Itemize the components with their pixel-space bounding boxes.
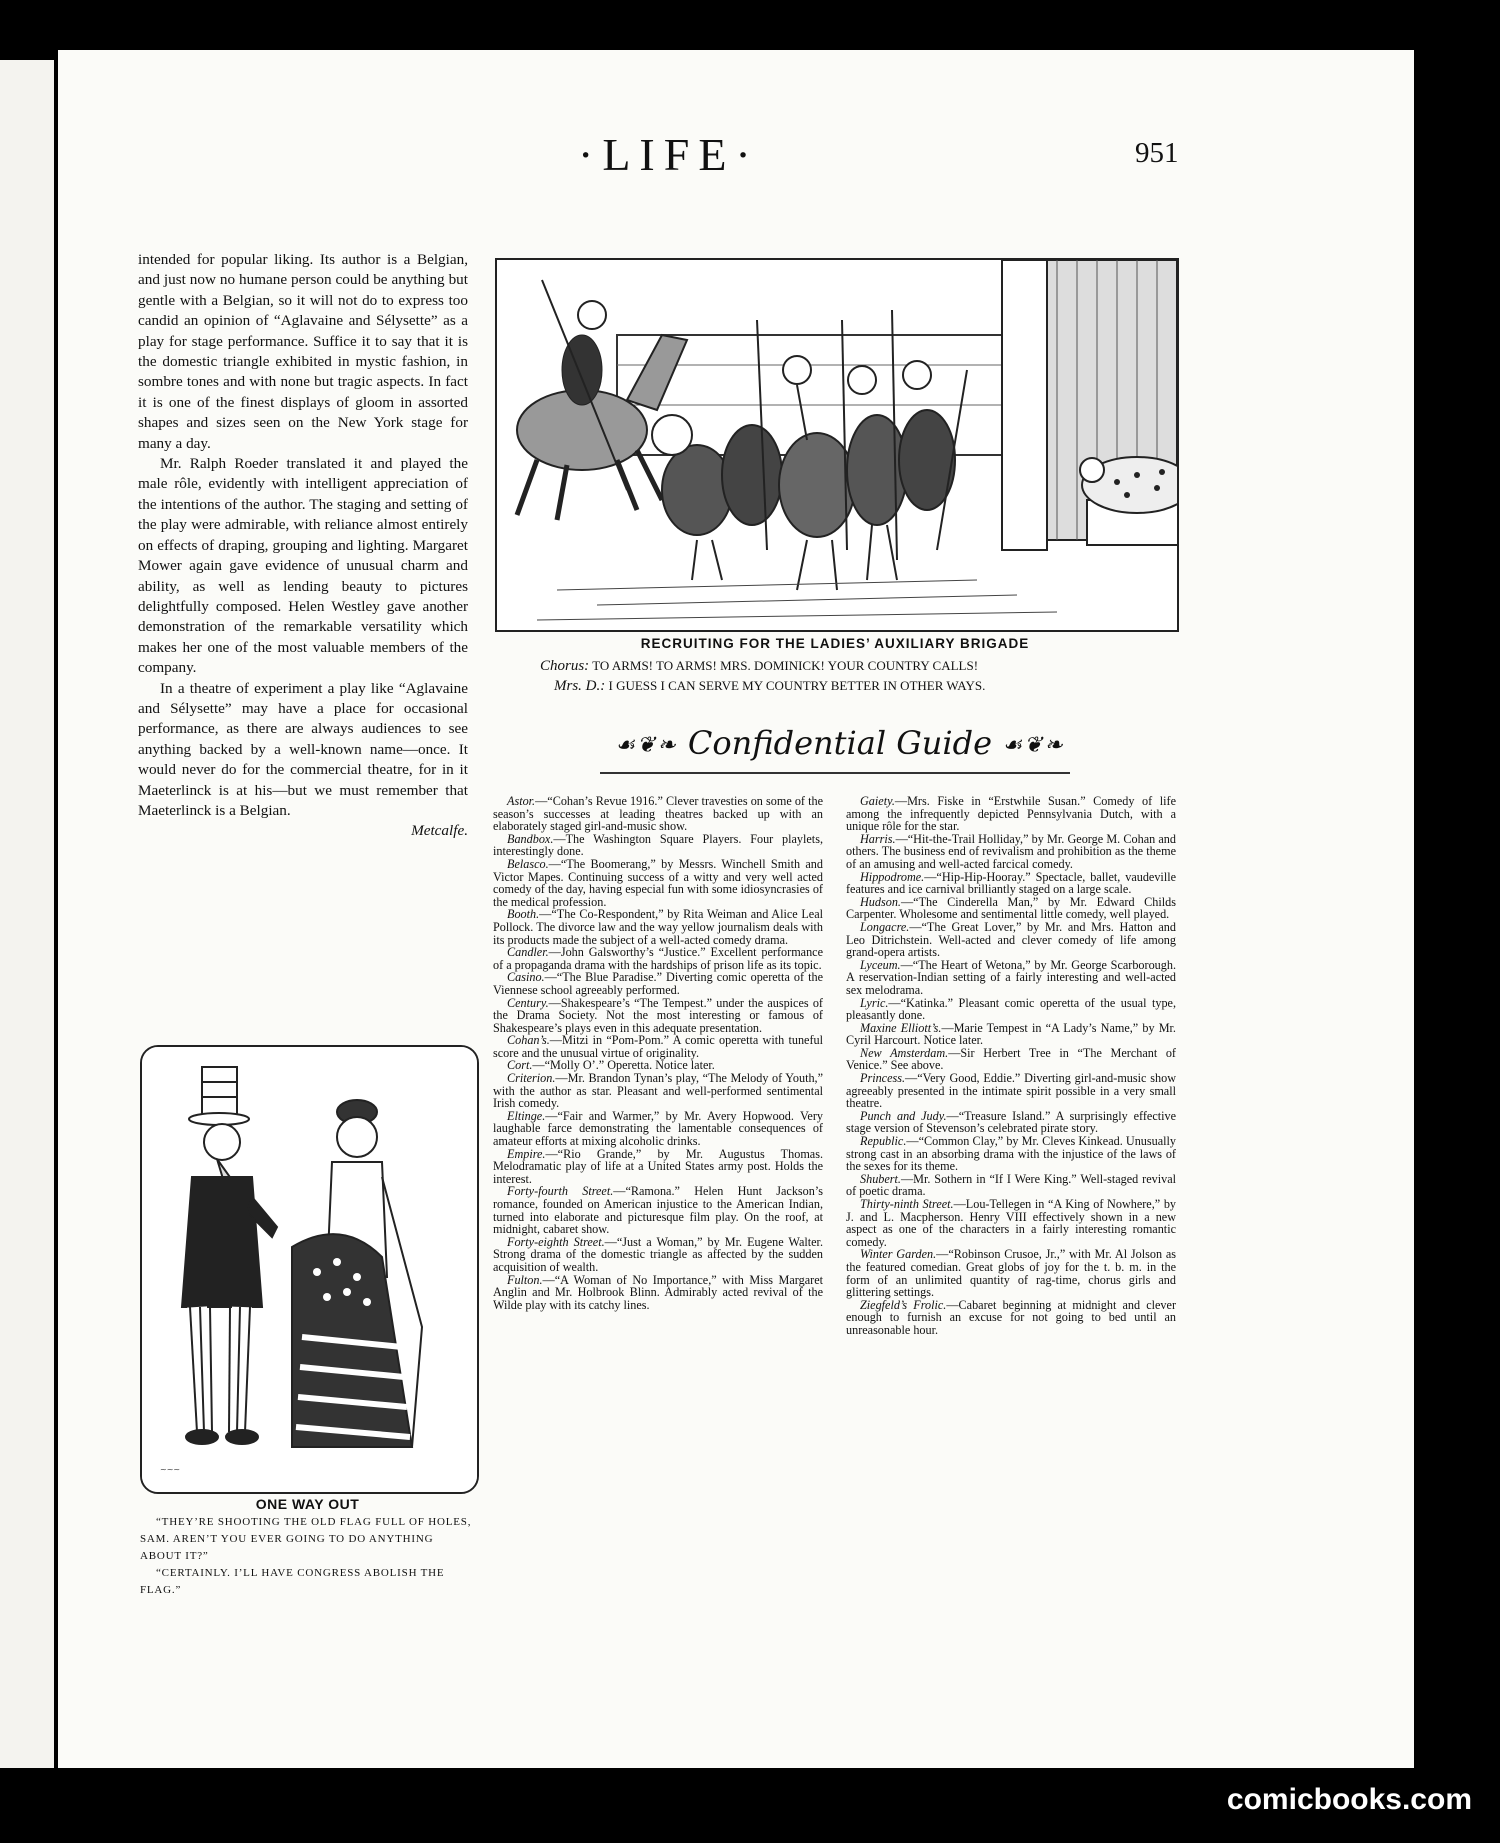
review-paragraph: Mr. Ralph Roeder translated it and played the male rôle, evidently with intelligent appreciation of the intentions of the author. The staging and setting of the play were admirable, with reliance almost entirely on effects of draping, grouping and lighting. Margaret Mower again gave evidence of unusual charm and ability, as well as lending beauty to pictures delightfully composed. Helen Westley gave another demonstration of the remarkable versatility which makes her one of the most valuable members of the company. [138, 455, 468, 677]
guide-entry [846, 896, 1176, 921]
guide-entry [493, 997, 823, 1035]
guide-entry [493, 946, 823, 971]
guide-entry-text: —“The Blue Paradise.” Diverting comic operetta of the Viennese school agreeably performed. [493, 970, 823, 997]
theatre-name: Longacre. [860, 919, 910, 934]
guide-entry [493, 908, 823, 946]
guide-entry [493, 1034, 823, 1059]
recruiting-dialogue [540, 656, 1180, 696]
guide-entry-text: —“The Heart of Wetona,” by Mr. George Scarborough. A reservation-Indian setting of a fairly interesting and well-acted sex melodrama. [846, 957, 1176, 997]
theatre-name: Gaiety. [860, 794, 895, 808]
theatre-name: Lyric. [860, 995, 889, 1010]
theatre-name: Belasco. [507, 856, 549, 871]
review-column [138, 250, 468, 842]
guide-entry [846, 1198, 1176, 1248]
guide-entry-text: —Mitzi in “Pom-Pom.” A comic operetta with tuneful score and the unusual virtue of originality. [493, 1033, 823, 1060]
theatre-name: New Amsterdam. [860, 1045, 949, 1060]
one-way-out-caption: ONE WAY OUT [255, 1496, 360, 1512]
guide-entry-text: —“The Co-Respondent,” by Rita Weiman and Alice Leal Pollock. The divorce law and the way yellow journalism deals with its products made the subject of a well-acted comedy drama. [493, 907, 823, 947]
theatre-name: Hudson. [860, 894, 901, 909]
guide-entry [493, 1110, 823, 1148]
chorus-line: TO ARMS! TO ARMS! MRS. DOMINICK! YOUR COUNTRY CALLS! [592, 658, 979, 673]
guide-entry [846, 959, 1176, 997]
one-way-out-dialogue [140, 1514, 475, 1599]
guide-entry-text: —“Katinka.” Pleasant comic operetta of the usual type, pleasantly done. [846, 995, 1176, 1023]
chorus-speaker: Chorus: [540, 658, 590, 674]
guide-entry [846, 871, 1176, 896]
magazine-title: ·LIFE· [578, 129, 760, 180]
dancing-figures-ornament-right: ☙❦❧ [1002, 733, 1065, 758]
theatre-name: Cohan’s. [507, 1033, 550, 1048]
guide-entry [846, 1299, 1176, 1337]
theatre-name: Ziegfeld’s Frolic. [860, 1297, 947, 1312]
guide-entry-text: —“Robinson Crusoe, Jr.,” with Mr. Al Jolson as the featured comedian. Great globs of joy for the t. b. m. in the form of an unlimited quantity of rag-time, chorus girls and glittering settings. [846, 1247, 1176, 1300]
theatre-name: Winter Garden. [860, 1247, 937, 1262]
artist-signature-mark: ~~~ [160, 1465, 181, 1474]
theatre-name: Booth. [507, 907, 540, 922]
guide-entry-text: —Mrs. Fiske in “Erstwhile Susan.” Comedy of life among the infrequently depicted Pennsylvania Dutch, with a unique rôle for the star. [846, 794, 1176, 834]
guide-entry-text: —Sir Herbert Tree in “The Merchant of Venice.” See above. [846, 1045, 1176, 1073]
guide-entry-text: —“The Great Lover,” by Mr. and Mrs. Hatton and Leo Ditrichstein. Well-acted and clever comedy of life among grand-opera artists. [846, 919, 1176, 960]
guide-entry [846, 1173, 1176, 1198]
guide-entry-text: —“Treasure Island.” A surprisingly effective stage version of Stevenson’s celebrated pirate story. [846, 1108, 1177, 1136]
guide-entry-text: —Marie Tempest in “A Lady’s Name,” by Mr. Cyril Harcourt. Notice later. [846, 1020, 1176, 1048]
guide-entry [846, 1110, 1176, 1135]
theatre-name: Criterion. [507, 1071, 556, 1086]
guide-entry-text: —“Fair and Warmer,” by Mr. Avery Hopwood. Very laughable farce demonstrating the lamentable consequences of amateur efforts at mixing alcoholic drinks. [493, 1108, 823, 1149]
guide-entry-text: —“Molly O’.” Operetta. Notice later. [532, 1058, 715, 1073]
guide-entry [846, 795, 1176, 833]
guide-entry [493, 971, 823, 996]
guide-entry-text: —Mr. Brandon Tynan’s play, “The Melody of Youth,” with the author as star. Pleasant and well-performed sentimental Irish comedy. [493, 1071, 823, 1111]
recruiting-cartoon-illustration [495, 258, 1179, 632]
guide-column-right [846, 795, 1176, 1337]
mrs-d-speaker: Mrs. D.: [554, 678, 606, 694]
guide-entry [846, 1248, 1176, 1298]
guide-entry [493, 1148, 823, 1186]
guide-column-left [493, 795, 823, 1311]
theatre-name: Thirty-ninth Street. [860, 1197, 954, 1211]
guide-entry-text: —Shakespeare’s “The Tempest.” under the auspices of the Drama Society. Not the most interesting or famous of Shakespeare’s plays even in this adequate presentation. [493, 995, 823, 1035]
one-way-out-cartoon-drawing [142, 1047, 477, 1492]
theatre-name: Century. [507, 995, 549, 1010]
guide-entry [846, 1072, 1176, 1110]
dialogue-line: “CERTAINLY. I’LL HAVE CONGRESS ABOLISH THE FLAG.” [140, 1567, 445, 1596]
site-watermark: comicbooks.com [1226, 1783, 1472, 1816]
guide-entry [493, 1185, 823, 1235]
guide-entry [846, 1047, 1176, 1072]
theatre-name: Casino. [507, 970, 545, 985]
theatre-name: Lyceum. [860, 957, 901, 972]
page-number: 951 [1135, 137, 1179, 169]
guide-entry-text: —“Ramona.” Helen Hunt Jackson’s romance, founded on American injustice to the American Indian, turned into elaborate and picturesque film play. On the roof, at midnight, cabaret show. [493, 1184, 823, 1237]
guide-entry [493, 1236, 823, 1274]
one-way-out-cartoon-illustration [140, 1045, 479, 1494]
theatre-name: Fulton. [507, 1272, 543, 1287]
theatre-name: Princess. [860, 1071, 906, 1086]
guide-entry-text: —Lou-Tellegen in “A King of Nowhere,” by J. and L. Macpherson. Henry VIII effectively shown in a new aspect as one of the characters in a fairly interesting romantic comedy. [846, 1197, 1177, 1249]
adjacent-page-edge [0, 60, 54, 1768]
guide-entry [493, 833, 823, 858]
review-paragraph: intended for popular liking. Its author is a Belgian, and just now no humane person could be anything but gentle with a Belgian, so it will not do to express too candid an opinion of “Aglavaine and Sélysette” as a play for stage performance. Suffice it to say that it is the domestic triangle exhibited in mystic fashion, in sombre tones and with none but tragic aspects. In fact it is one of the finest displays of gloom in assorted shapes and sizes seen on the New York stage for many a day. [138, 251, 468, 452]
guide-entry-text: —“Hip-Hip-Hooray.” Spectacle, ballet, vaudeville features and ice carnival brilliantly staged on a large scale. [846, 869, 1176, 897]
guide-entry-text: —“Just a Woman,” by Mr. Eugene Walter. Strong drama of the domestic triangle as affected by the sudden acquisition of wealth. [493, 1234, 823, 1274]
theatre-name: Harris. [860, 831, 896, 846]
guide-entry [846, 1022, 1176, 1047]
guide-entry-text: —The Washington Square Players. Four playlets, interestingly done. [493, 831, 823, 859]
guide-entry [846, 1135, 1176, 1173]
guide-entry-text: —“A Woman of No Importance,” with Miss Margaret Anglin and Mr. Holbrook Blinn. Admirably acted revival of the Wilde play with its catchy lines. [493, 1272, 823, 1312]
confidential-guide-heading [590, 724, 1090, 762]
mrs-d-line: I GUESS I CAN SERVE MY COUNTRY BETTER IN OTHER WAYS. [608, 678, 986, 693]
guide-entry [493, 1274, 823, 1312]
review-paragraph: In a theatre of experiment a play like “Aglavaine and Sélysette” may have a place for occasional performance, as there are always audiences to see anything backed by a well-known name—once. It would never do for the commercial theatre, for in it Maeterlinck is at his—but we must remember that Maeterlinck is a Belgian. [138, 679, 468, 819]
guide-entry [493, 795, 823, 833]
guide-entry-text: —“Hit-the-Trail Holliday,” by Mr. George M. Cohan and others. The business end of revivalism and prohibition as the theme of an amusing and well-acted farcical comedy. [846, 831, 1176, 871]
theatre-name: Candler. [507, 945, 549, 960]
theatre-name: Republic. [860, 1134, 907, 1149]
guide-title-rule [600, 772, 1070, 774]
recruiting-cartoon-drawing [497, 260, 1177, 630]
guide-entry-text: —“Rio Grande,” by Mr. Augustus Thomas. Melodramatic play of life at a United States army post. Holds the interest. [493, 1146, 823, 1186]
guide-entry [846, 997, 1176, 1022]
theatre-name: Empire. [507, 1146, 546, 1161]
guide-entry-text: —“The Boomerang,” by Messrs. Winchell Smith and Victor Mapes. Continuing success of a witty and very well acted comedy of the day, having especial fun with some idiosyncrasies of the medical profession. [493, 856, 823, 909]
dialogue-line: “THEY’RE SHOOTING THE OLD FLAG FULL OF HOLES, SAM. AREN’T YOU EVER GOING TO DO ANYTHING ABOUT IT?” [140, 1516, 472, 1562]
theatre-name: Maxine Elliott’s. [860, 1020, 942, 1035]
guide-entry [493, 1072, 823, 1110]
theatre-name: Hippodrome. [860, 869, 925, 884]
theatre-name: Eltinge. [507, 1108, 546, 1123]
theatre-name: Forty-fourth Street. [507, 1184, 614, 1199]
guide-entry [846, 921, 1176, 959]
theatre-name: Shubert. [860, 1171, 901, 1186]
theatre-name: Punch and Judy. [860, 1108, 947, 1123]
guide-entry-text: —Mr. Sothern in “If I Were King.” Well-staged revival of poetic drama. [846, 1171, 1176, 1199]
guide-entry-text: —Cabaret beginning at midnight and clever enough to furnish an excuse for not going to bed until an unreasonable hour. [846, 1297, 1176, 1337]
recruiting-caption: RECRUITING FOR THE LADIES’ AUXILIARY BRIGADE [640, 636, 1030, 651]
confidential-guide-title: Confidential Guide [687, 724, 993, 762]
theatre-name: Cort. [507, 1058, 533, 1073]
author-signature: Metcalfe. [411, 822, 468, 840]
theatre-name: Astor. [507, 794, 536, 808]
theatre-name: Forty-eighth Street. [507, 1234, 605, 1249]
guide-entry-text: —John Galsworthy’s “Justice.” Excellent performance of a propaganda drama with the hardships of prison life as its topic. [493, 945, 823, 972]
dancing-figures-ornament-left: ☙❦❧ [615, 733, 678, 758]
guide-entry-text: —“Common Clay,” by Mr. Cleves Kinkead. Unusually strong cast in an absorbing drama with the injustice of the laws of the sexes for its theme. [846, 1134, 1176, 1174]
guide-entry [493, 858, 823, 908]
guide-entry [846, 833, 1176, 871]
theatre-name: Bandbox. [507, 831, 554, 846]
guide-entry-text: —“The Cinderella Man,” by Mr. Edward Childs Carpenter. Wholesome and sentimental little comedy, well played. [846, 894, 1176, 922]
guide-entry-text: —“Cohan’s Revue 1916.” Clever travesties on some of the season’s successes at leading theatres backed up with an elaborately staged girl-and-music show. [493, 794, 823, 834]
guide-entry-text: —“Very Good, Eddie.” Diverting girl-and-music show agreeably presented in the intimate spirit possible in a very small theatre. [846, 1071, 1176, 1111]
